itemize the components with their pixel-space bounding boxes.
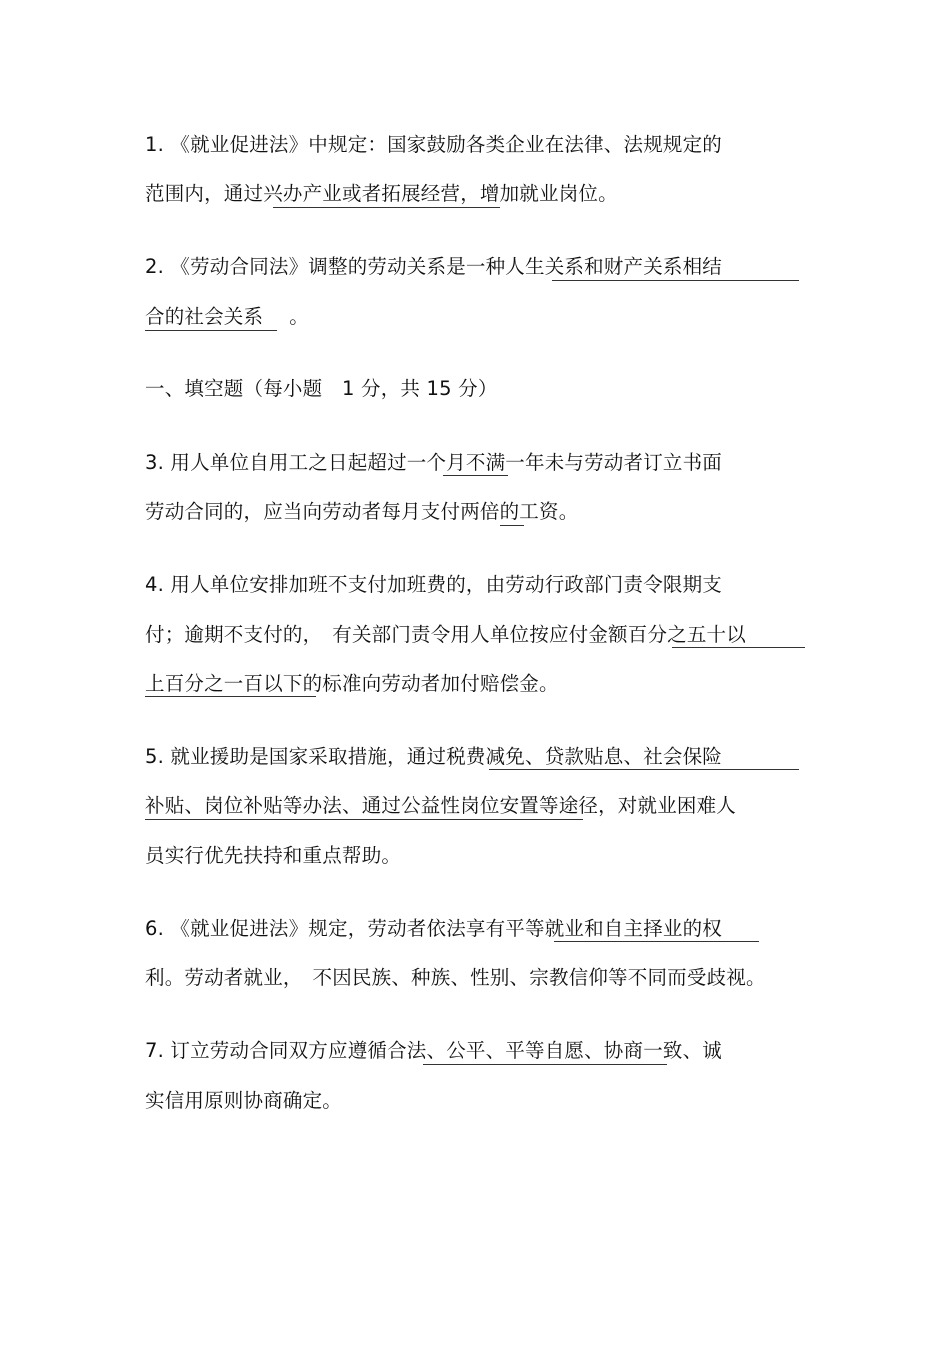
item-4-line-3: 上百分之一百以下的标准向劳动者加付赔偿金。 [145,672,559,695]
item-2-line-1: 2. 《劳动合同法》调整的劳动关系是一种人生关系和财产关系相结 [145,255,723,278]
item-4-line-1: 4. 用人单位安排加班不支付加班费的，由劳动行政部门责令限期支 [145,573,723,596]
item-7-line-1: 7. 订立劳动合同双方应遵循合法、公平、平等自愿、协商一致、诚 [145,1039,723,1062]
item-5-line-3: 员实行优先扶持和重点帮助。 [145,844,402,867]
answer-underline [552,280,799,281]
item-5-line-1: 5. 就业援助是国家采取措施，通过税费减免、贷款贴息、社会保险 [145,745,723,768]
item-3-line-1: 3. 用人单位自用工之日起超过一个月不满一年未与劳动者订立书面 [145,451,723,474]
item-6-line-2: 利。劳动者就业， 不因民族、种族、性别、宗教信仰等不同而受歧视。 [145,966,766,989]
answer-underline [273,207,500,208]
item-4-line-2: 付；逾期不支付的， 有关部门责令用人单位按应付金额百分之五十以 [145,623,746,646]
item-1-line-1: 1. 《就业促进法》中规定：国家鼓励各类企业在法律、法规规定的 [145,133,723,156]
answer-underline [145,696,316,697]
answer-underline [554,941,759,942]
answer-underline [443,475,508,476]
item-1-line-2: 范围内，通过兴办产业或者拓展经营，增加就业岗位。 [145,182,618,205]
answer-underline [672,647,805,648]
answer-underline [145,819,583,820]
answer-underline [423,1064,667,1065]
answer-underline [500,525,524,526]
item-7-line-2: 实信用原则协商确定。 [145,1089,343,1112]
answer-underline [489,769,799,770]
item-2-line-2: 合的社会关系 。 [145,305,309,328]
item-5-line-2: 补贴、岗位补贴等办法、通过公益性岗位安置等途径，对就业困难人 [145,794,737,817]
section-heading: 一、填空题（每小题 1 分，共 15 分） [145,377,498,400]
answer-underline [145,330,277,331]
item-6-line-1: 6. 《就业促进法》规定，劳动者依法享有平等就业和自主择业的权 [145,917,723,940]
item-3-line-2: 劳动合同的，应当向劳动者每月支付两倍的工资。 [145,500,579,523]
